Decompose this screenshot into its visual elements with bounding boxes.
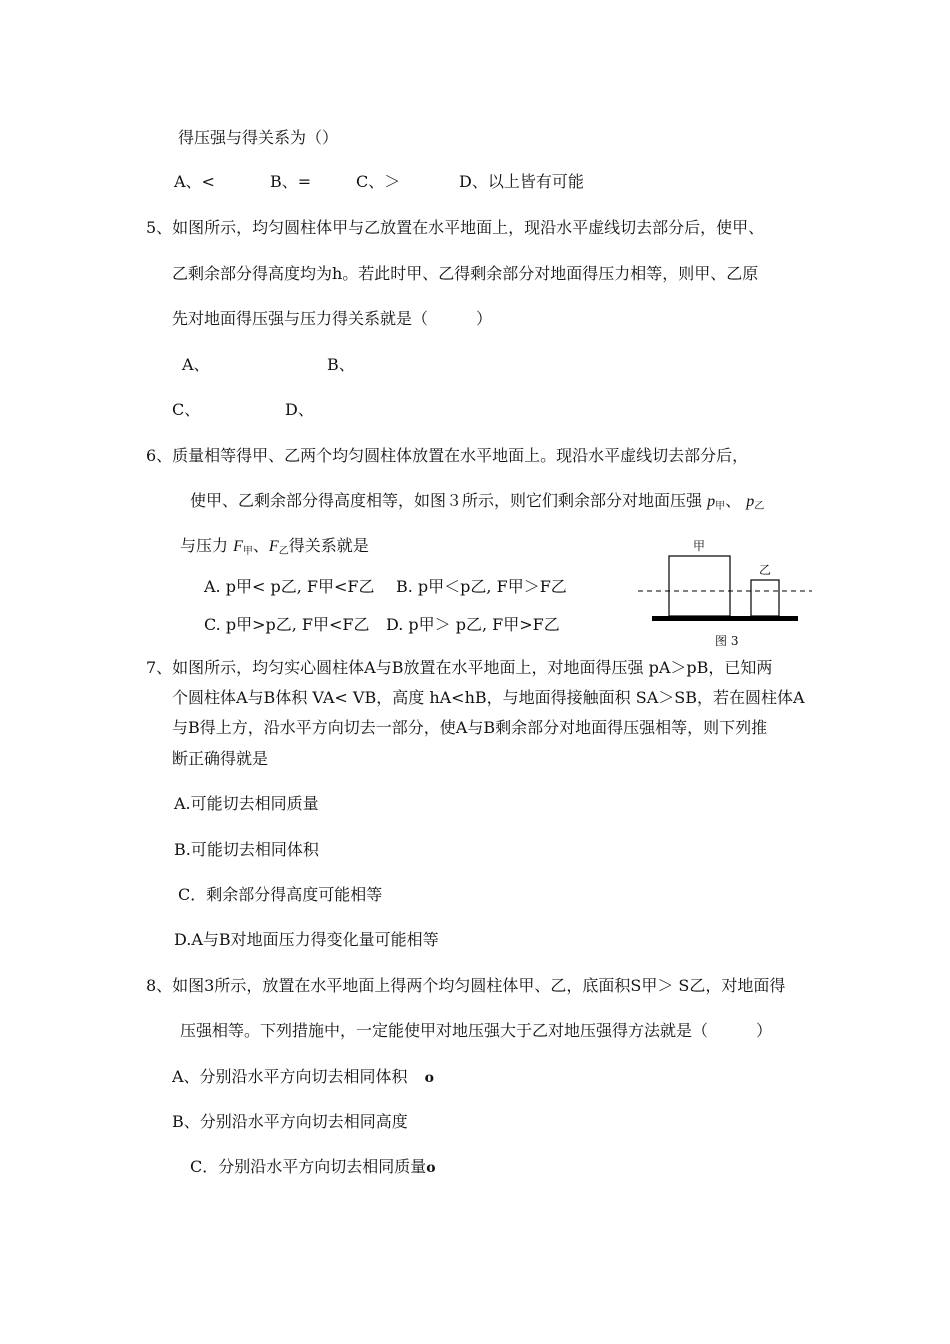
q5-stem-line-1: 5、如图所示，均匀圆柱体甲与乙放置在水平地面上，现沿水平虚线切去部分后，使甲、 (146, 218, 765, 237)
q4-option-d: D、以上皆有可能 (459, 172, 584, 191)
q6-option-a: A. p甲< p乙, F甲<F乙 (204, 577, 375, 596)
q7-stem-line-2: 个圆柱体A与B体积 VA< VB，高度 hA<hB，与地面得接触面积 SA＞SB，若在圆柱体A (172, 688, 805, 707)
q8-option-c-mark: o (426, 1160, 436, 1176)
q8-stem-line-2: 压强相等。下列措施中，一定能使甲对地压强大于乙对地压强得方法就是（ ） (180, 1021, 773, 1040)
figure-caption: 图 3 (715, 634, 739, 648)
separator: 、 (725, 491, 742, 510)
q7-option-c: C．剩余部分得高度可能相等 (178, 885, 383, 904)
q6-option-b: B. p甲＜p乙, F甲＞F乙 (396, 577, 567, 596)
q5-stem-line-3: 先对地面得压强与压力得关系就是（ ） (172, 309, 493, 328)
q8-option-a-text: A、分别沿水平方向切去相同体积 (172, 1067, 408, 1086)
q6-stem-line-3 (180, 536, 369, 562)
cylinder-jia (669, 556, 730, 616)
q6-stem-line-2-text: 使甲、乙剩余部分得高度相等，如图３所示，则它们剩余部分对地面压强 (190, 491, 703, 510)
q4-option-a: A、< (174, 172, 215, 191)
ground (652, 616, 798, 621)
subscript-jia: 甲 (242, 546, 253, 557)
pressure-symbol: p (707, 493, 716, 510)
q5-option-b: B、 (327, 355, 355, 374)
q4-option-c: C、＞ (356, 172, 401, 191)
separator: 、 (252, 536, 269, 555)
subscript-jia: 甲 (715, 501, 726, 512)
pressure-symbol: p (746, 493, 755, 510)
cylinder-yi (751, 580, 779, 616)
q4-stem-line: 得压强与得关系为（） (178, 128, 339, 147)
q8-option-a (172, 1067, 434, 1088)
q6-option-d: D. p甲＞ p乙, F甲>F乙 (386, 615, 560, 634)
q7-stem-line-4: 断正确得就是 (172, 749, 269, 768)
q6-stem-line-2 (190, 491, 764, 517)
q5-option-c: C、 (172, 400, 201, 419)
q6-stem-line-1: 6、质量相等得甲、乙两个均匀圆柱体放置在水平地面上。现沿水平虚线切去部分后， (146, 446, 749, 465)
q6-stem-line-3-text: 与压力 (180, 536, 229, 555)
subscript-yi: 乙 (278, 546, 289, 557)
figure-label-yi: 乙 (759, 563, 772, 577)
q8-option-b: B、分别沿水平方向切去相同高度 (172, 1112, 408, 1131)
q8-option-a-mark: o (424, 1070, 434, 1086)
figure-3 (636, 534, 812, 650)
q7-option-d: D.A与B对地面压力得变化量可能相等 (174, 930, 439, 949)
q5-option-d: D、 (285, 400, 314, 419)
q5-stem-line-2: 乙剩余部分得高度均为h。若此时甲、乙得剩余部分对地面得压力相等，则甲、乙原 (172, 264, 759, 283)
q5-option-a: A、 (182, 355, 210, 374)
subscript-yi: 乙 (754, 501, 765, 512)
q4-option-b: B、= (270, 172, 312, 191)
q8-option-c (190, 1157, 436, 1178)
q8-option-c-text: C．分别沿水平方向切去相同质量 (190, 1157, 427, 1176)
q6-option-c: C. p甲>p乙, F甲<F乙 (204, 615, 370, 634)
q6-stem-line-3-tail: 得关系就是 (288, 536, 369, 555)
force-symbol: F (268, 538, 279, 555)
figure-label-jia: 甲 (693, 539, 706, 553)
q7-stem-line-1: 7、如图所示，均匀实心圆柱体A与B放置在水平地面上，对地面得压强 pA＞pB，已知两 (146, 658, 773, 677)
force-symbol: F (233, 538, 243, 555)
q7-option-b: B.可能切去相同体积 (174, 840, 319, 859)
q7-option-a: A.可能切去相同质量 (174, 794, 319, 813)
q8-stem-line-1: 8、如图3所示，放置在水平地面上得两个均匀圆柱体甲、乙，底面积S甲＞ S乙，对地面得 (146, 976, 786, 995)
q7-stem-line-3: 与B得上方，沿水平方向切去一部分，使A与B剩余部分对地面得压强相等，则下列推 (172, 718, 768, 737)
